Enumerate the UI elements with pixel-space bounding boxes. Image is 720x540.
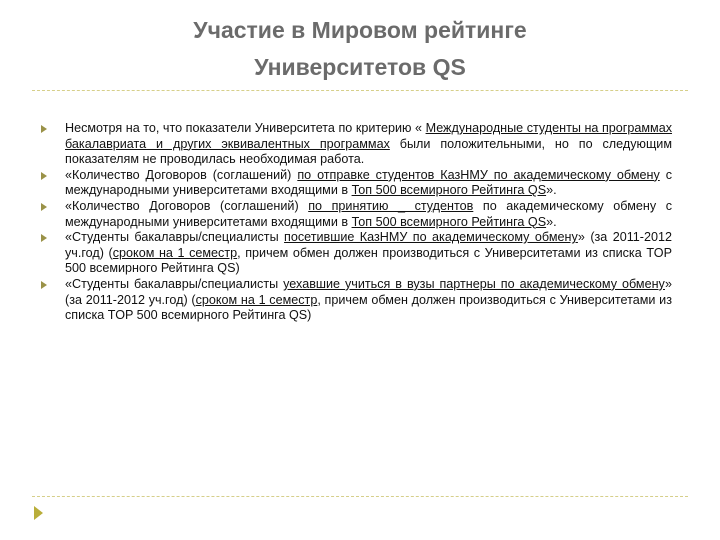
bullet-item-4: [40, 230, 672, 277]
bullet-text: «Количество Договоров (соглашений) по отправке студентов КазНМУ по академическому обмену с международными университетами входящими в Топ 500 всемирного Рейтинга QS».: [65, 167, 673, 198]
bullet-item-2: [40, 168, 672, 199]
slide-title: [0, 12, 720, 86]
bullet-item-5: [40, 277, 672, 324]
bottom-divider: [32, 496, 688, 497]
title-line-1: Участие в Мировом рейтинге: [193, 17, 527, 43]
title-line-2: Университетов QS: [254, 54, 466, 80]
triangle-right-icon: [41, 203, 47, 211]
triangle-right-icon: [41, 125, 47, 133]
footer-triangle-right-icon: [34, 506, 43, 520]
bullet-item-1: [40, 121, 672, 168]
bullet-text: «Студенты бакалавры/специалисты посетившие КазНМУ по академическому обмену» (за 2011-2012 уч.год) (сроком на 1 семестр, причем обмен должен производиться с Университетами из списка TOP 500 всемирного Рейтинга QS): [65, 230, 673, 276]
triangle-right-icon: [41, 172, 47, 180]
triangle-right-icon: [41, 281, 47, 289]
bullet-item-3: [40, 199, 672, 230]
top-divider: [32, 90, 688, 91]
bullet-text: Несмотря на то, что показатели Университета по критерию « Международные студенты на программах бакалавриата и других эквивалентных программах были положительными, но по следующим показателям не проводилась необходимая работа.: [65, 121, 673, 167]
bullet-text: «Студенты бакалавры/специалисты уехавшие учиться в вузы партнеры по академическому обмену» (за 2011-2012 уч.год) (сроком на 1 семестр, причем обмен должен производиться с Университетами из списка TOP 500 всемирного Рейтинга QS): [65, 276, 673, 323]
bullet-list: [40, 121, 672, 324]
bullet-text: «Количество Договоров (соглашений) по принятию _ студентов по академическому обмену с международными университетами входящими в Топ 500 всемирного Рейтинга QS».: [65, 198, 672, 229]
triangle-right-icon: [41, 234, 47, 242]
